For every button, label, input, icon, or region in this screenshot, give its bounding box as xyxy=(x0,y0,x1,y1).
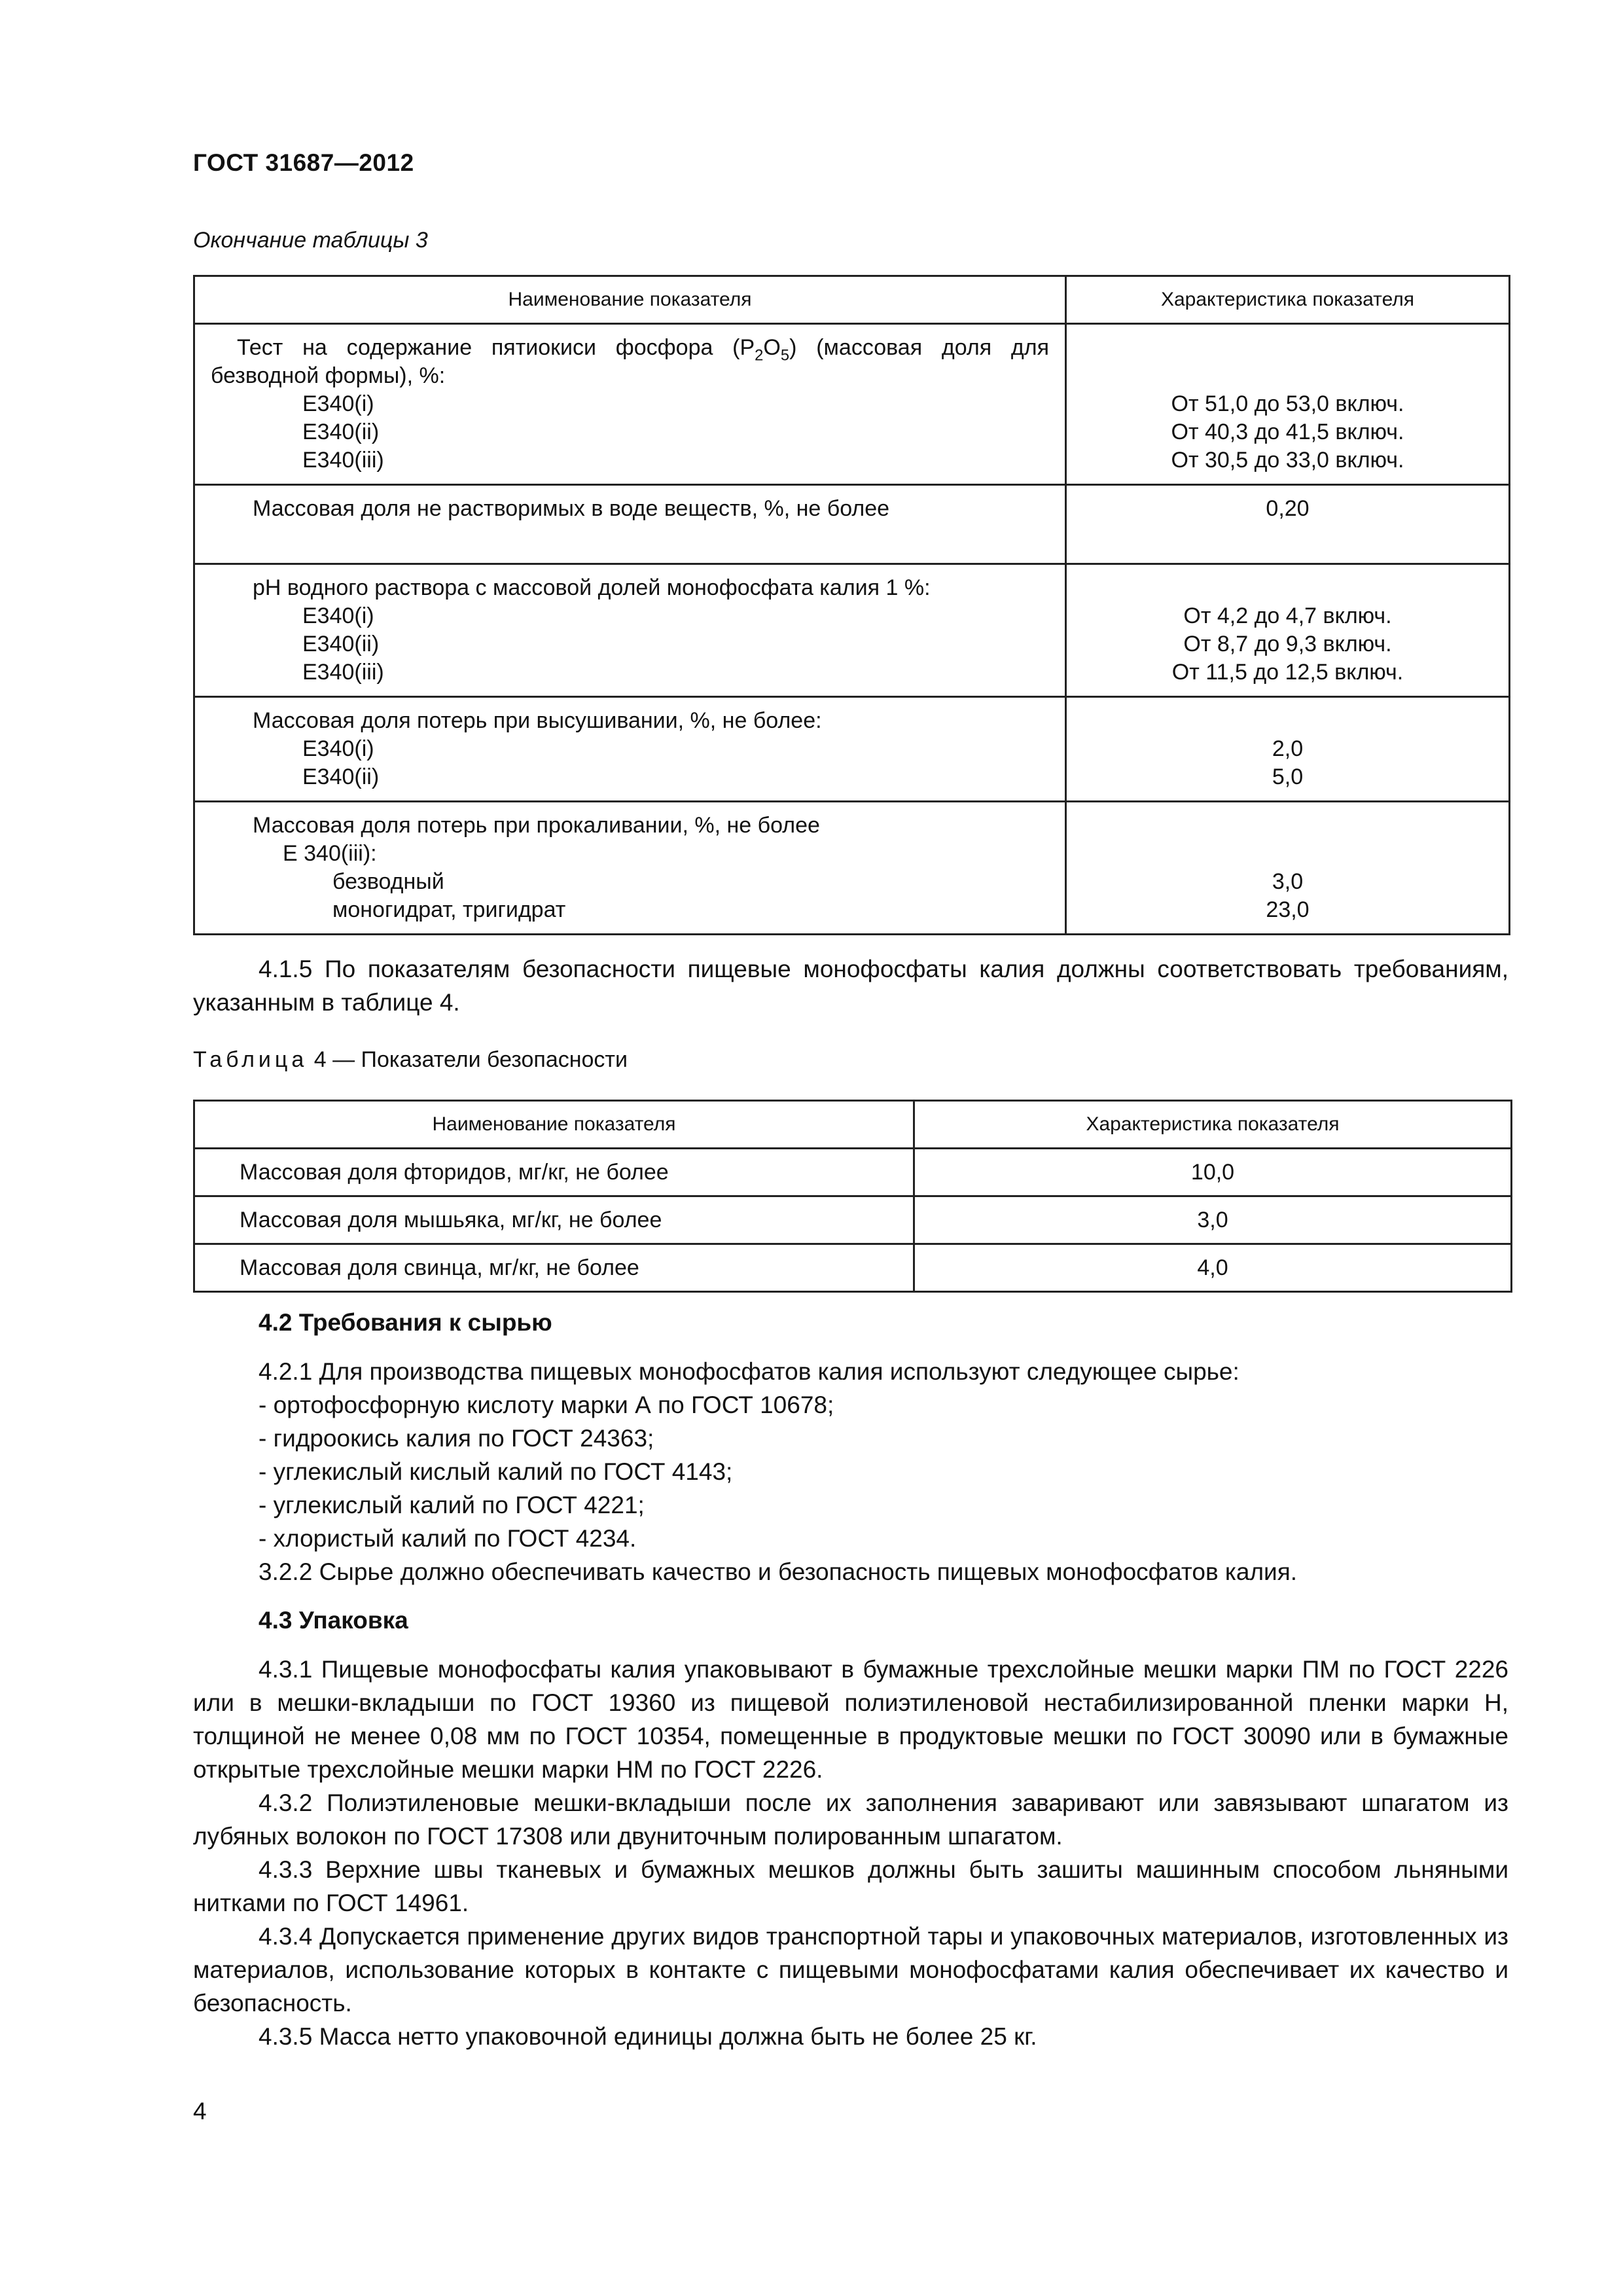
paragraph-4-3-3: 4.3.3 Верхние швы тканевых и бумажных мешков должны быть зашиты машинным способом льняными нитками по ГОСТ 14961. xyxy=(193,1856,1508,1916)
table-row xyxy=(194,1244,1512,1292)
indicator-title: Массовая доля потерь при прокаливании, %, не более xyxy=(253,813,820,838)
indicator-item: E340(iii) xyxy=(302,448,384,473)
value-item: От 51,0 до 53,0 включ. xyxy=(1171,391,1404,416)
value-cell xyxy=(1066,564,1510,697)
indicator-cell: Массовая доля мышьяка, мг/кг, не более xyxy=(194,1196,914,1244)
table-header-row xyxy=(194,276,1510,324)
indicator-cell xyxy=(194,802,1066,935)
list-item: - гидроокись калия по ГОСТ 24363; xyxy=(259,1425,654,1452)
value-item: От 11,5 до 12,5 включ. xyxy=(1171,660,1404,685)
list-item: - углекислый кислый калий по ГОСТ 4143; xyxy=(259,1458,733,1485)
list-item: - углекислый калий по ГОСТ 4221; xyxy=(259,1492,645,1518)
indicator-item: E340(i) xyxy=(302,391,374,416)
paragraph-4-3-1: 4.3.1 Пищевые монофосфаты калия упаковывают в бумажные трехслойные мешки марки ПМ по ГОСТ 2226 или в мешки-вкладыши по ГОСТ 19360 из пищевой полиэтиленовой нестабилизированной пленки марки Н, толщиной не менее 0,08 мм по ГОСТ 10354, помещенные в продуктовые мешки по ГОСТ 30090 или в бумажные открытые трехслойные мешки марки НМ по ГОСТ 2226. xyxy=(193,1656,1508,1783)
value-item: От 40,3 до 41,5 включ. xyxy=(1171,420,1404,444)
value-cell: 3,0 xyxy=(914,1196,1512,1244)
table-row xyxy=(194,1196,1512,1244)
value-cell: 10,0 xyxy=(914,1149,1512,1196)
value-item: 5,0 xyxy=(1272,764,1304,789)
indicator-group: E 340(iii): xyxy=(283,841,377,866)
indicator-item: моногидрат, тригидрат xyxy=(332,897,566,922)
column-header-value: Характеристика показателя xyxy=(914,1101,1512,1149)
value-item: От 4,2 до 4,7 включ. xyxy=(1183,603,1392,628)
indicator-item: E340(ii) xyxy=(302,420,380,444)
indicator-item: E340(i) xyxy=(302,603,374,628)
paragraph-4-3-5: 4.3.5 Масса нетто упаковочной единицы должна быть не более 25 кг. xyxy=(259,2023,1037,2050)
value-item: От 8,7 до 9,3 включ. xyxy=(1183,632,1392,656)
list-item: - хлористый калий по ГОСТ 4234. xyxy=(259,1525,637,1552)
indicator-item: E340(ii) xyxy=(302,764,380,789)
indicator-cell xyxy=(194,485,1066,564)
section-4-2-body xyxy=(193,1355,1508,1588)
value-item: 23,0 xyxy=(1266,897,1310,922)
table3-continuation-caption: Окончание таблицы 3 xyxy=(193,228,428,253)
column-header-value: Характеристика показателя xyxy=(1066,276,1510,324)
table-header-row xyxy=(194,1101,1512,1149)
indicator-item: безводный xyxy=(332,869,444,894)
indicator-cell xyxy=(194,564,1066,697)
indicator-title: Массовая доля потерь при высушивании, %, не более: xyxy=(253,708,822,733)
paragraph-4-1-5: 4.1.5 По показателям безопасности пищевые монофосфаты калия должны соответствовать требованиям, указанным в таблице 4. xyxy=(193,956,1508,1016)
section-4-3-body xyxy=(193,1653,1508,2053)
paragraph-4-2-1: 4.2.1 Для производства пищевых монофосфатов калия используют следующее сырье: xyxy=(259,1358,1240,1385)
page-number: 4 xyxy=(193,2098,207,2125)
table-row-ph xyxy=(194,564,1510,697)
table-row-ignition xyxy=(194,802,1510,935)
table-row-drying xyxy=(194,697,1510,802)
indicator-cell xyxy=(194,324,1066,485)
table-row xyxy=(194,1149,1512,1196)
section-heading-4-3: 4.3 Упаковка xyxy=(259,1607,408,1634)
paragraph-3-2-2: 3.2.2 Сырье должно обеспечивать качество и безопасность пищевых монофосфатов калия. xyxy=(259,1558,1298,1585)
value-item: 0,20 xyxy=(1266,496,1310,521)
table-4 xyxy=(193,1100,1512,1293)
list-item: - ортофосфорную кислоту марки А по ГОСТ 10678; xyxy=(259,1391,834,1418)
value-cell: 4,0 xyxy=(914,1244,1512,1292)
indicator-cell: Массовая доля фторидов, мг/кг, не более xyxy=(194,1149,914,1196)
indicator-cell: Массовая доля свинца, мг/кг, не более xyxy=(194,1244,914,1292)
indicator-title: Массовая доля не растворимых в воде веществ, %, не более xyxy=(253,496,890,521)
column-header-name: Наименование показателя xyxy=(194,1101,914,1149)
value-item: 2,0 xyxy=(1272,736,1304,761)
value-cell xyxy=(1066,485,1510,564)
value-cell xyxy=(1066,802,1510,935)
column-header-name: Наименование показателя xyxy=(194,276,1066,324)
indicator-title: Тест на содержание пятиокиси фосфора $(P_2O_5)$ (массовая доля для безводной формы), %: xyxy=(211,335,1050,388)
table-3 xyxy=(193,275,1510,935)
standard-title: ГОСТ 31687—2012 xyxy=(193,149,414,176)
value-cell xyxy=(1066,324,1510,485)
value-item: 3,0 xyxy=(1272,869,1304,894)
paragraph-4-3-4: 4.3.4 Допускается применение других видов транспортной тары и упаковочных материалов, изготовленных из материалов, использование которых в контакте с пищевыми монофосфатами калия обеспечивает их качество и безопасность. xyxy=(193,1923,1508,2017)
section-heading-4-2: 4.2 Требования к сырью xyxy=(259,1309,552,1336)
value-cell xyxy=(1066,697,1510,802)
table-row-insoluble xyxy=(194,485,1510,564)
value-item: От 30,5 до 33,0 включ. xyxy=(1171,448,1404,473)
indicator-cell xyxy=(194,697,1066,802)
indicator-item: E340(ii) xyxy=(302,632,380,656)
table-row-phosphorus xyxy=(194,324,1510,485)
indicator-item: E340(iii) xyxy=(302,660,384,685)
paragraph-4-3-2: 4.3.2 Полиэтиленовые мешки-вкладыши после их заполнения заваривают или завязывают шпагатом из лубяных волокон по ГОСТ 17308 или двуниточным полированным шпагатом. xyxy=(193,1789,1508,1850)
indicator-title: pH водного раствора с массовой долей монофосфата калия 1 %: xyxy=(253,575,931,600)
table4-caption: Таблица 4 — Показатели безопасности xyxy=(193,1047,628,1072)
indicator-item: E340(i) xyxy=(302,736,374,761)
